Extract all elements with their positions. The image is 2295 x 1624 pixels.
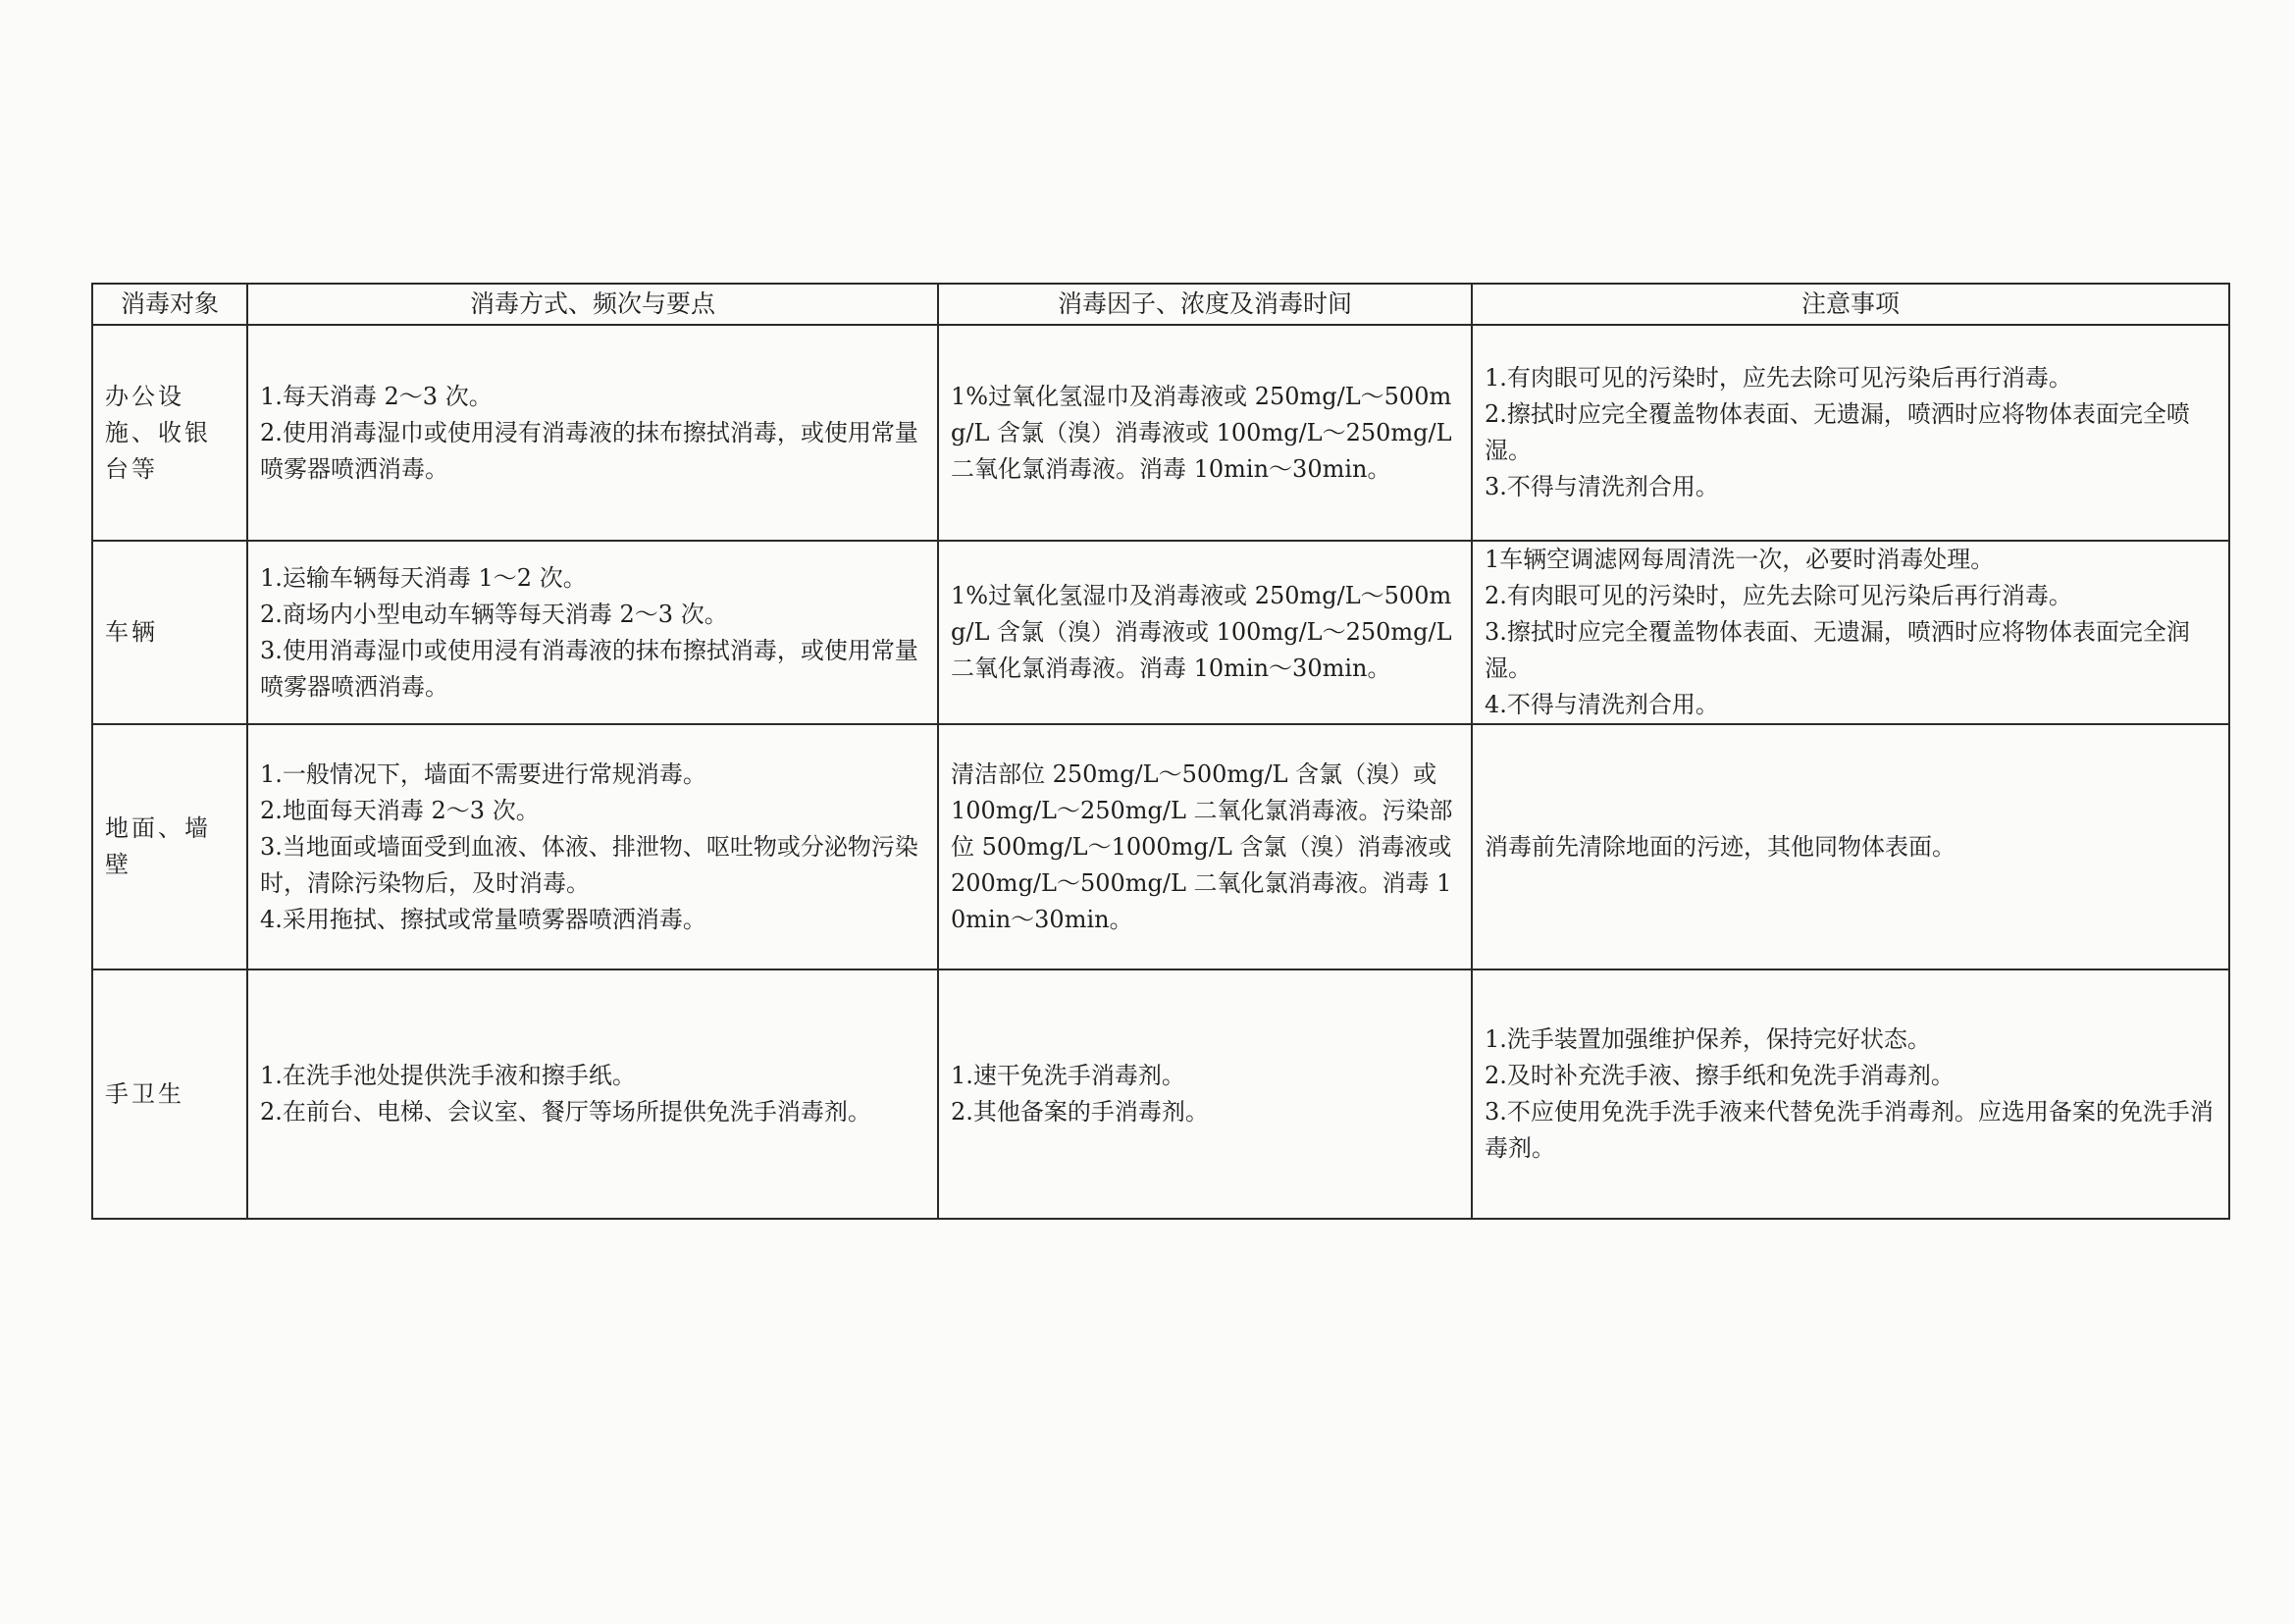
cell-notes: [1472, 325, 2229, 541]
table-row: [92, 724, 2229, 969]
method-line: 3.当地面或墙面受到血液、体液、排泄物、呕吐物或分泌物污染时，清除污染物后，及时消毒。: [260, 832, 918, 897]
factor-text: 1.速干免洗手消毒剂。 2.其他备案的手消毒剂。: [951, 1062, 1209, 1126]
notes-line: 消毒前先清除地面的污迹，其他同物体表面。: [1485, 832, 1956, 861]
cell-target: 车辆: [92, 541, 247, 724]
cell-method: [247, 325, 938, 541]
notes-line: 1.有肉眼可见的污染时，应先去除可见污染后再行消毒。: [1485, 364, 2072, 392]
table-header-row: [92, 284, 2229, 325]
table-row: [92, 541, 2229, 724]
cell-notes: [1472, 969, 2229, 1219]
disinfection-table: [91, 283, 2230, 1220]
notes-line: 3.不应使用免洗手洗手液来代替免洗手消毒剂。应选用备案的免洗手消毒剂。: [1485, 1098, 2214, 1162]
cell-target: 办公设施、收银台等: [92, 325, 247, 541]
cell-target: 手卫生: [92, 969, 247, 1219]
method-line: 1.每天消毒 2～3 次。: [260, 382, 493, 410]
cell-notes: [1472, 724, 2229, 969]
cell-factor: [938, 969, 1472, 1219]
notes-line: 3.擦拭时应完全覆盖物体表面、无遗漏，喷洒时应将物体表面完全润湿。: [1485, 618, 2190, 682]
method-line: 2.商场内小型电动车辆等每天消毒 2～3 次。: [260, 600, 728, 628]
method-line: 2.在前台、电梯、会议室、餐厅等场所提供免洗手消毒剂。: [260, 1098, 871, 1126]
cell-method: [247, 724, 938, 969]
cell-factor: [938, 325, 1472, 541]
notes-line: 1车辆空调滤网每周清洗一次，必要时消毒处理。: [1485, 546, 1995, 573]
factor-text: 清洁部位 250mg/L～500mg/L 含氯（溴）或 100mg/L～250mg/L 二氧化氯消毒液。污染部位 500mg/L～1000mg/L 含氯（溴）消毒液或 200mg/L～500mg/L 二氧化氯消毒液。消毒 10min～30min。: [951, 760, 1453, 933]
cell-factor: [938, 724, 1472, 969]
method-line: 2.地面每天消毒 2～3 次。: [260, 796, 540, 824]
factor-text: 1%过氧化氢湿巾及消毒液或 250mg/L～500mg/L 含氯（溴）消毒液或 100mg/L～250mg/L 二氧化氯消毒液。消毒 10min～30min。: [951, 582, 1452, 682]
notes-line: 2.及时补充洗手液、擦手纸和免洗手消毒剂。: [1485, 1062, 1955, 1089]
cell-notes: [1472, 541, 2229, 724]
method-line: 1.一般情况下，墙面不需要进行常规消毒。: [260, 760, 706, 788]
header-notes: 注意事项: [1472, 284, 2229, 325]
method-line: 1.运输车辆每天消毒 1～2 次。: [260, 563, 587, 592]
notes-line: 1.洗手装置加强维护保养，保持完好状态。: [1485, 1025, 1931, 1053]
factor-text: 1%过氧化氢湿巾及消毒液或 250mg/L～500mg/L 含氯（溴）消毒液或 100mg/L～250mg/L 二氧化氯消毒液。消毒 10min～30min。: [951, 382, 1452, 483]
header-target: 消毒对象: [92, 284, 247, 325]
header-method: 消毒方式、频次与要点: [247, 284, 938, 325]
method-line: 2.使用消毒湿巾或使用浸有消毒液的抹布擦拭消毒，或使用常量喷雾器喷洒消毒。: [260, 418, 918, 483]
notes-line: 2.擦拭时应完全覆盖物体表面、无遗漏，喷洒时应将物体表面完全喷湿。: [1485, 400, 2190, 464]
method-line: 3.使用消毒湿巾或使用浸有消毒液的抹布擦拭消毒，或使用常量喷雾器喷洒消毒。: [260, 636, 918, 701]
cell-method: [247, 541, 938, 724]
method-line: 4.采用拖拭、擦拭或常量喷雾器喷洒消毒。: [260, 905, 706, 933]
notes-line: 4.不得与清洗剂合用。: [1485, 691, 1719, 718]
table-row: [92, 969, 2229, 1219]
cell-method: [247, 969, 938, 1219]
method-line: 1.在洗手池处提供洗手液和擦手纸。: [260, 1062, 636, 1089]
table-row: [92, 325, 2229, 541]
cell-factor: [938, 541, 1472, 724]
cell-target: 地面、墙壁: [92, 724, 247, 969]
notes-line: 2.有肉眼可见的污染时，应先去除可见污染后再行消毒。: [1485, 582, 2072, 609]
notes-line: 3.不得与清洗剂合用。: [1485, 473, 1719, 500]
header-factor: 消毒因子、浓度及消毒时间: [938, 284, 1472, 325]
